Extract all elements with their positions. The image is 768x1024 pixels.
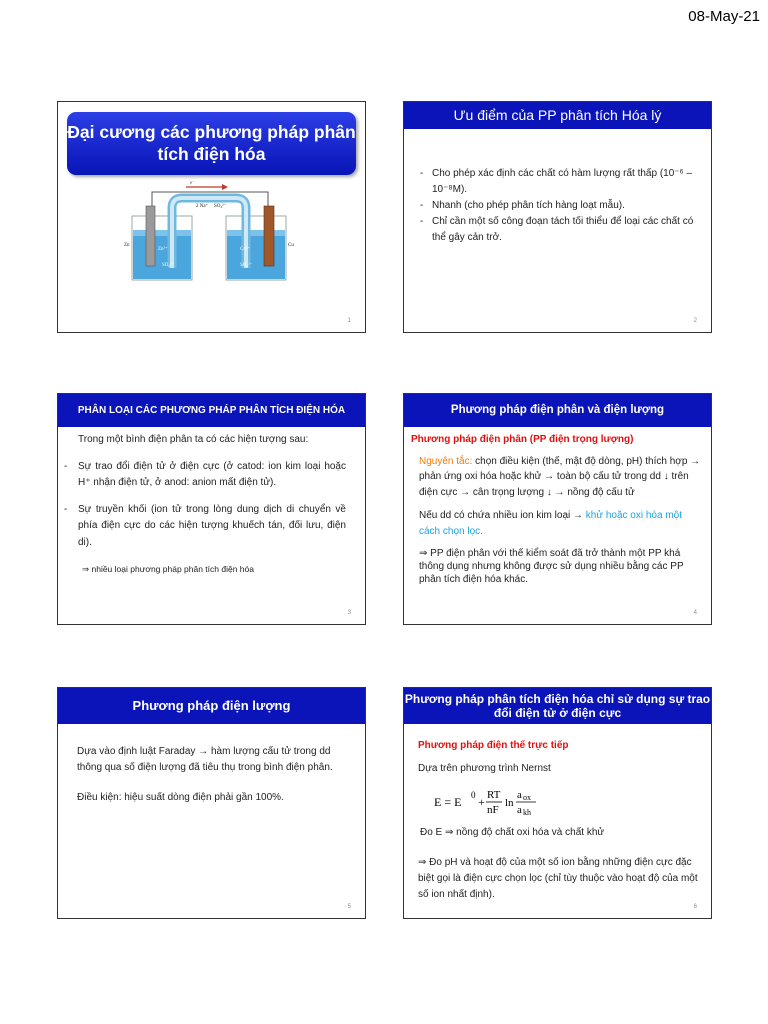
slide-number: 5 [347, 904, 351, 910]
page-date: 08-May-21 [688, 8, 760, 25]
slide-2 [403, 101, 712, 333]
mixture-paragraph [411, 508, 703, 539]
mixture-highlight: khử hoặc oxi hóa một cách chọn lọc. [419, 510, 682, 537]
principle-paragraph [411, 454, 703, 501]
so4-left-label: SO₄²⁻ [162, 263, 175, 268]
conclusion-text: ⇒ nhiều loại phương pháp phân tích điện hóa [82, 564, 254, 574]
slide-3 [57, 393, 366, 625]
principle-label: Nguyên tắc: [419, 455, 473, 467]
formula-lhs: E = E [434, 795, 462, 809]
slide-6 [403, 687, 712, 919]
na-ion-label: 2 Na⁺ [196, 204, 209, 209]
slide-title: Ưu điểm của PP phân tích Hóa lý [404, 102, 711, 129]
formula-sup: 0 [471, 790, 476, 800]
slide-4 [403, 393, 712, 625]
paragraph: Điều kiện: hiệu suất dòng điện phải gần 100%. [77, 792, 284, 803]
list-item: - Cho phép xác định các chất có hàm lượng rất thấp (10⁻⁶ – 10⁻⁸M). [420, 166, 696, 198]
zn-ion-label: Zn²⁺ [158, 247, 168, 252]
slide-number: 6 [693, 904, 697, 910]
principle-text: chọn điều kiện (thế, mật độ dòng, pH) thích hợp → phản ứng oxi hóa hoặc khử → toàn bộ cấu tử trong dd ↓ trên điện cực → cân trọng lượng ↓ → nồng độ cấu tử [419, 455, 701, 498]
slide-title: Phương pháp phân tích điện hóa chỉ sử dụng sự trao đổi điện tử ở điện cực [404, 688, 711, 724]
slide-title: Phương pháp điện phân và điện lượng [404, 394, 711, 427]
slide-body [411, 432, 703, 586]
slide-1 [57, 101, 366, 333]
section-subtitle: Phương pháp điện thế trực tiếp [418, 740, 569, 751]
note-paragraph: ⇒ PP điện phân với thế kiểm soát đã trở thành một PP khá thông dụng nhưng không được sử dụng nhiều bằng các PP phân tích điện hóa khác. [419, 548, 684, 585]
section-subtitle: Phương pháp điện phân (PP điện trọng lượng) [411, 434, 634, 445]
formula-num: RT [487, 789, 501, 801]
measure-text: Đo E ⇒ nồng độ chất oxi hóa và chất khử [420, 827, 605, 838]
slide-number: 4 [693, 610, 697, 616]
formula-a-num: a [517, 789, 522, 801]
list-item: - Sự truyền khối (ion tử trong lòng dung dịch di chuyển về phía điện cực do các hiện tượng khuếch tán, đối lưu, điện di). [64, 502, 346, 552]
list-item: - Nhanh (cho phép phân tích hàng loạt mẫu). [420, 198, 696, 214]
slide-number: 1 [347, 318, 351, 324]
slide-title: PHÂN LOẠI CÁC PHƯƠNG PHÁP PHÂN TÍCH ĐIỆN HÓA [58, 394, 365, 427]
slide-5 [57, 687, 366, 919]
slide-body [77, 744, 349, 820]
formula-ln: ln [505, 797, 514, 809]
list-item: - Sự trao đổi điện tử ở điện cực (ở catod: ion kim loại hoặc H⁺ nhận điện tử, ở anod: anion mất điện tử). [64, 459, 346, 492]
intro-text: Trong một bình điện phân ta có các hiện tượng sau: [78, 434, 309, 445]
paragraph: Dựa vào định luật Faraday → hàm lượng cấu tử trong dd thông qua số điện lượng đã tiêu thụ trong bình điện phân. [77, 746, 333, 773]
slide-body [64, 432, 346, 578]
cu-label: Cu [288, 243, 294, 248]
slide-title: Đại cương các phương pháp phân tích điện hóa [67, 112, 356, 175]
zn-label: Zn [124, 243, 130, 248]
mixture-text: Nếu dd có chứa nhiều ion kim loại → [419, 510, 586, 521]
slide-body [418, 738, 702, 903]
slide-number: 3 [347, 610, 351, 616]
cu-ion-label: Cu²⁺ [240, 247, 250, 252]
formula-a-den: a [517, 804, 522, 816]
formula-a-num-sub: ox [523, 793, 531, 802]
so4-right-label: SO₄²⁻ [240, 263, 253, 268]
formula-den: nF [487, 804, 499, 816]
note-paragraph: ⇒ Đo pH và hoạt độ của một số ion bằng những điện cực đặc biệt gọi là điện cực chọn lọc (chỉ tùy thuộc vào hoạt độ của một số ion nhất định). [418, 857, 698, 900]
slide-title: Phương pháp điện lượng [58, 688, 365, 724]
sulfate-top-label: SO₄²⁻ [214, 204, 227, 209]
slide-number: 2 [693, 318, 697, 324]
basis-text: Dựa trên phương trình Nernst [418, 763, 551, 774]
advantages-list [420, 166, 696, 246]
formula-plus: + [478, 795, 485, 809]
list-item: - Chỉ cần một số công đoạn tách tối thiểu để loại các chất có thể gây cản trở. [420, 214, 696, 246]
nernst-formula [434, 783, 702, 821]
electron-label: e⁻ [190, 181, 195, 186]
formula-a-den-sub: kh [523, 808, 531, 817]
electrochemical-cell-diagram [118, 178, 298, 286]
